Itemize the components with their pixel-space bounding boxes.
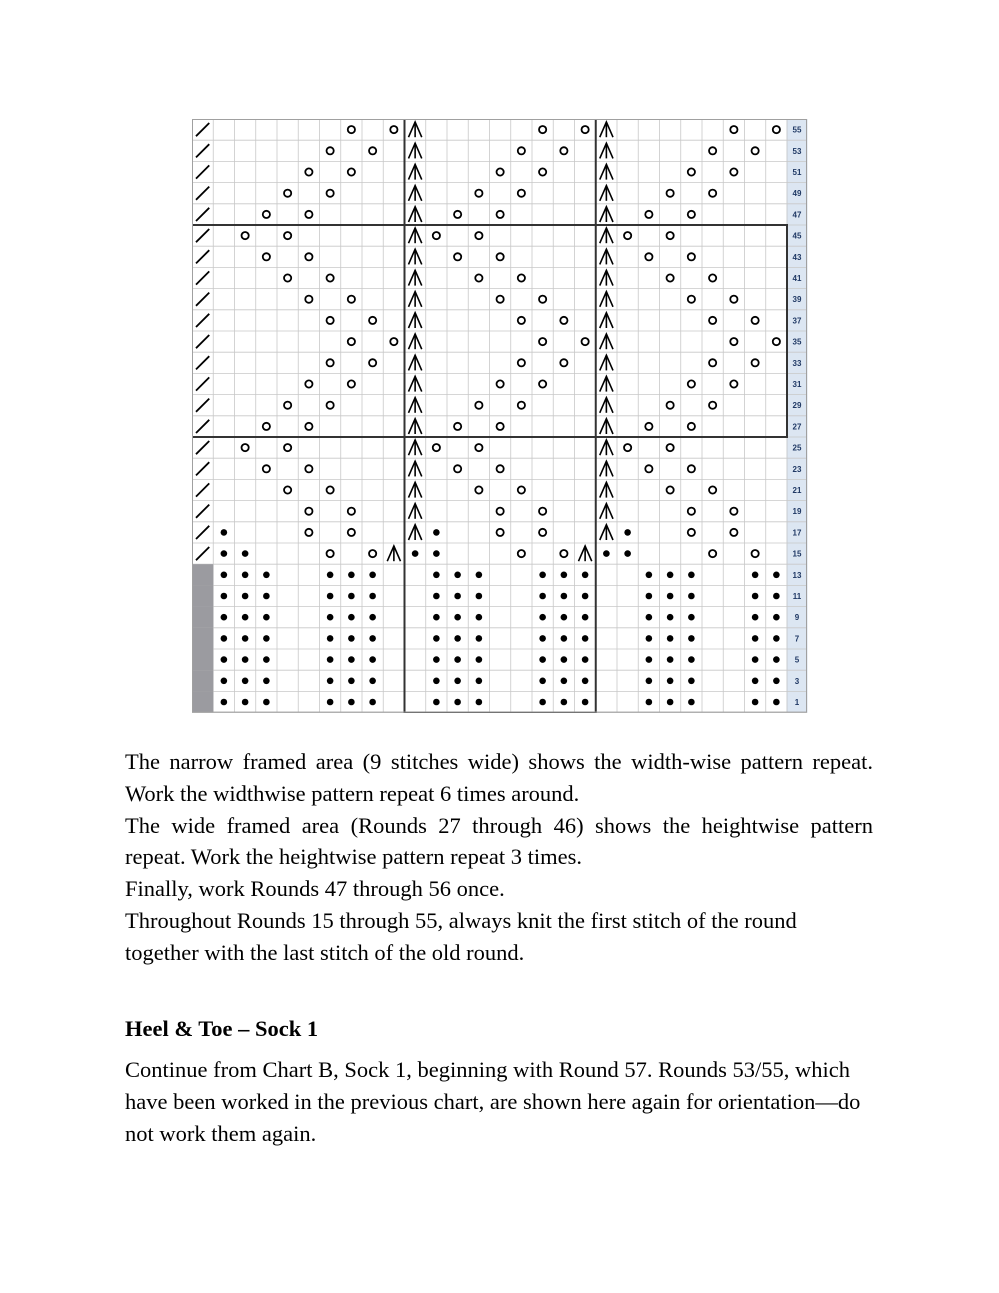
purl-dot-symbol	[221, 699, 228, 706]
purl-dot-symbol	[539, 572, 546, 579]
purl-dot-symbol	[433, 572, 440, 579]
purl-dot-symbol	[454, 614, 461, 621]
purl-dot-symbol	[433, 635, 440, 642]
round-number-label: 45	[792, 231, 802, 241]
purl-dot-symbol	[667, 678, 674, 685]
no-stitch-cell	[192, 670, 213, 691]
instruction-height-repeat: The wide framed area (Rounds 27 through 46) shows the heightwise pattern repeat. Work the heightwise pattern repeat 3 times.	[125, 812, 873, 870]
purl-dot-symbol	[348, 656, 355, 663]
round-number-label: 39	[792, 295, 802, 305]
purl-dot-symbol	[476, 635, 483, 642]
purl-dot-symbol	[752, 699, 759, 706]
round-number-label: 17	[792, 528, 802, 538]
purl-dot-symbol	[667, 593, 674, 600]
purl-dot-symbol	[369, 678, 376, 685]
purl-dot-symbol	[582, 656, 589, 663]
purl-dot-symbol	[221, 593, 228, 600]
round-number-label: 1	[794, 698, 800, 707]
purl-dot-symbol	[369, 656, 376, 663]
purl-dot-symbol	[561, 593, 568, 600]
round-number-label: 41	[792, 274, 802, 283]
purl-dot-symbol	[646, 656, 653, 663]
purl-dot-symbol	[752, 614, 759, 621]
instruction-width-repeat: The narrow framed area (9 stitches wide) shows the width-wise pattern repeat. Work the widthwise pattern repeat 6 times around.	[125, 749, 873, 806]
purl-dot-symbol	[263, 656, 270, 663]
round-number-label: 47	[792, 210, 802, 220]
purl-dot-symbol	[221, 529, 228, 536]
round-number-label: 15	[792, 549, 802, 559]
round-number-label: 29	[792, 401, 802, 411]
purl-dot-symbol	[688, 593, 695, 600]
purl-dot-symbol	[476, 572, 483, 579]
purl-dot-symbol	[667, 699, 674, 706]
purl-dot-symbol	[752, 656, 759, 663]
instruction-join-stitch: Throughout Rounds 15 through 55, always knit the first stitch of the round together with the last stitch of the old round.	[125, 907, 797, 965]
purl-dot-symbol	[327, 699, 334, 706]
purl-dot-symbol	[327, 678, 334, 685]
purl-dot-symbol	[688, 635, 695, 642]
purl-dot-symbol	[242, 614, 249, 621]
no-stitch-cell	[192, 649, 213, 670]
round-number-label: 23	[792, 464, 802, 474]
round-number-label: 35	[792, 337, 802, 347]
purl-dot-symbol	[242, 699, 249, 706]
purl-dot-symbol	[646, 614, 653, 621]
purl-dot-symbol	[688, 572, 695, 579]
purl-dot-symbol	[539, 593, 546, 600]
purl-dot-symbol	[561, 572, 568, 579]
no-stitch-cell	[192, 628, 213, 649]
purl-dot-symbol	[752, 678, 759, 685]
knitting-chart	[192, 119, 808, 713]
purl-dot-symbol	[539, 699, 546, 706]
purl-dot-symbol	[752, 635, 759, 642]
round-number-label: 53	[792, 146, 802, 156]
purl-dot-symbol	[369, 699, 376, 706]
purl-dot-symbol	[242, 593, 249, 600]
purl-dot-symbol	[688, 678, 695, 685]
purl-dot-symbol	[263, 678, 270, 685]
round-number-label: 49	[792, 189, 802, 199]
purl-dot-symbol	[454, 593, 461, 600]
purl-dot-symbol	[369, 635, 376, 642]
purl-dot-symbol	[582, 635, 589, 642]
purl-dot-symbol	[454, 572, 461, 579]
purl-dot-symbol	[263, 614, 270, 621]
chart-svg	[192, 119, 808, 713]
purl-dot-symbol	[539, 614, 546, 621]
purl-dot-symbol	[242, 572, 249, 579]
round-number-label: 33	[792, 358, 802, 368]
purl-dot-symbol	[561, 699, 568, 706]
purl-dot-symbol	[561, 614, 568, 621]
purl-dot-symbol	[561, 678, 568, 685]
purl-dot-symbol	[221, 614, 228, 621]
purl-dot-symbol	[688, 656, 695, 663]
round-number-label: 31	[792, 380, 802, 389]
purl-dot-symbol	[348, 635, 355, 642]
round-number-label: 37	[792, 316, 802, 326]
purl-dot-symbol	[433, 614, 440, 621]
purl-dot-symbol	[582, 678, 589, 685]
purl-dot-symbol	[539, 656, 546, 663]
no-stitch-cell	[192, 585, 213, 606]
purl-dot-symbol	[582, 593, 589, 600]
purl-dot-symbol	[561, 656, 568, 663]
purl-dot-symbol	[773, 614, 780, 621]
purl-dot-symbol	[327, 656, 334, 663]
purl-dot-symbol	[773, 699, 780, 706]
purl-dot-symbol	[646, 572, 653, 579]
no-stitch-cell	[192, 564, 213, 585]
round-number-label: 19	[792, 507, 802, 517]
purl-dot-symbol	[327, 572, 334, 579]
purl-dot-symbol	[221, 678, 228, 685]
purl-dot-symbol	[561, 635, 568, 642]
purl-dot-symbol	[646, 593, 653, 600]
purl-dot-symbol	[348, 593, 355, 600]
purl-dot-symbol	[263, 699, 270, 706]
purl-dot-symbol	[773, 678, 780, 685]
purl-dot-symbol	[433, 656, 440, 663]
purl-dot-symbol	[221, 572, 228, 579]
purl-dot-symbol	[263, 593, 270, 600]
no-stitch-cell	[192, 691, 213, 712]
purl-dot-symbol	[242, 678, 249, 685]
round-number-label: 3	[794, 676, 800, 686]
purl-dot-symbol	[667, 572, 674, 579]
round-number-label: 9	[794, 613, 800, 623]
purl-dot-symbol	[773, 635, 780, 642]
heel-toe-paragraph	[125, 1054, 873, 1149]
purl-dot-symbol	[752, 572, 759, 579]
round-number-label: 13	[792, 570, 802, 580]
round-number-label: 51	[792, 168, 802, 177]
purl-dot-symbol	[369, 614, 376, 621]
purl-dot-symbol	[476, 699, 483, 706]
purl-dot-symbol	[454, 635, 461, 642]
round-number-label: 7	[794, 634, 800, 644]
purl-dot-symbol	[539, 635, 546, 642]
purl-dot-symbol	[603, 550, 610, 557]
round-number-label: 27	[792, 422, 802, 432]
round-number-label: 11	[792, 592, 802, 601]
no-stitch-cell	[192, 607, 213, 628]
round-number-label: 25	[792, 443, 802, 453]
section-heading: Heel & Toe – Sock 1	[125, 1016, 319, 1041]
purl-dot-symbol	[582, 614, 589, 621]
purl-dot-symbol	[369, 572, 376, 579]
purl-dot-symbol	[454, 656, 461, 663]
purl-dot-symbol	[433, 529, 440, 536]
purl-dot-symbol	[624, 550, 631, 557]
purl-dot-symbol	[624, 529, 631, 536]
purl-dot-symbol	[242, 656, 249, 663]
purl-dot-symbol	[348, 614, 355, 621]
purl-dot-symbol	[433, 678, 440, 685]
purl-dot-symbol	[667, 635, 674, 642]
round-number-label: 5	[794, 655, 800, 665]
purl-dot-symbol	[476, 593, 483, 600]
purl-dot-symbol	[539, 678, 546, 685]
purl-dot-symbol	[667, 614, 674, 621]
purl-dot-symbol	[646, 678, 653, 685]
chart-instructions	[125, 746, 873, 969]
purl-dot-symbol	[646, 699, 653, 706]
purl-dot-symbol	[582, 699, 589, 706]
purl-dot-symbol	[327, 614, 334, 621]
purl-dot-symbol	[327, 635, 334, 642]
purl-dot-symbol	[476, 614, 483, 621]
round-number-label: 55	[792, 125, 802, 135]
purl-dot-symbol	[412, 550, 419, 557]
purl-dot-symbol	[646, 635, 653, 642]
purl-dot-symbol	[433, 593, 440, 600]
purl-dot-symbol	[667, 656, 674, 663]
purl-dot-symbol	[773, 593, 780, 600]
purl-dot-symbol	[348, 699, 355, 706]
purl-dot-symbol	[454, 699, 461, 706]
round-number-label: 43	[792, 252, 802, 262]
instruction-final-rounds: Finally, work Rounds 47 through 56 once.	[125, 876, 505, 902]
purl-dot-symbol	[433, 699, 440, 706]
purl-dot-symbol	[263, 572, 270, 579]
purl-dot-symbol	[773, 656, 780, 663]
purl-dot-symbol	[454, 678, 461, 685]
purl-dot-symbol	[476, 678, 483, 685]
purl-dot-symbol	[688, 699, 695, 706]
purl-dot-symbol	[752, 593, 759, 600]
purl-dot-symbol	[242, 635, 249, 642]
purl-dot-symbol	[221, 550, 228, 557]
purl-dot-symbol	[348, 572, 355, 579]
purl-dot-symbol	[221, 656, 228, 663]
purl-dot-symbol	[327, 593, 334, 600]
purl-dot-symbol	[433, 550, 440, 557]
purl-dot-symbol	[221, 635, 228, 642]
purl-dot-symbol	[242, 550, 249, 557]
round-number-label: 21	[792, 486, 802, 495]
purl-dot-symbol	[688, 614, 695, 621]
purl-dot-symbol	[582, 572, 589, 579]
purl-dot-symbol	[476, 656, 483, 663]
purl-dot-symbol	[773, 572, 780, 579]
purl-dot-symbol	[369, 593, 376, 600]
purl-dot-symbol	[348, 678, 355, 685]
heel-toe-text: Continue from Chart B, Sock 1, beginning with Round 57. Rounds 53/55, which have been worked in the previous chart, are shown here again for orientation—do not work them again.	[125, 1057, 861, 1146]
purl-dot-symbol	[263, 635, 270, 642]
